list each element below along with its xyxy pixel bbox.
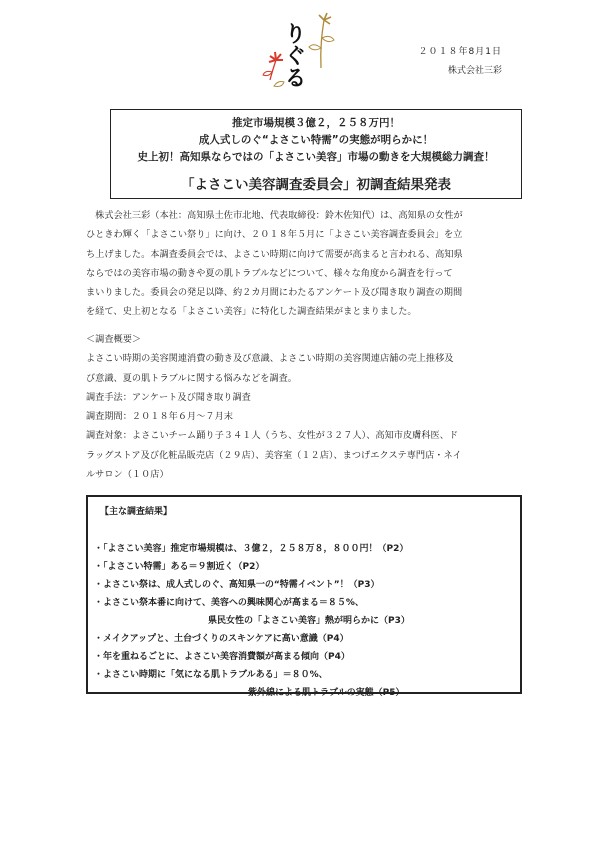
headline-announcement: 「よさこい美容調査委員会」初調査結果発表 [181,177,451,193]
result-item-continuation: 紫外線による肌トラブルの実態（P5） [248,688,405,698]
intro-line: ち上げました。本調査委員会では、よさこい時期に向けて需要が高まると言われる、高知県 [86,248,463,260]
overview-target: 調査対象：よさこいチーム踊り子３４１人（うち、女性が３２７人）、高知市皮膚科医、ド [86,430,459,442]
headline-market-size: 推定市場規模３億２，２５８万円！ [232,117,400,129]
headline-special-demand: 成人式しのぐ“よさこい特需”の実態が明らかに！ [198,134,434,146]
overview-period: 調査期間：２０１８年６月～７月末 [86,411,233,423]
intro-paragraph [86,206,520,322]
company-logo [248,8,358,98]
gold-flower-icon [309,13,334,68]
result-item-continuation: 県民女性の「よさこい美容」熱が明らかに（P3） [208,616,410,626]
intro-line: を経て、史上初となる「よさこい美容」に特化した調査結果がまとまりました。 [86,306,417,318]
key-results-box [86,495,522,698]
results-heading: 【主な調査結果】 [100,507,173,517]
overview-line: ラッグストア及び化粧品販売店（２９店）、美容室（１２店）、まつげエクステ専門店・ネイ [86,449,462,461]
result-item: ・年を重ねるごとに、よさこい美容消費額が高まる傾向（P4） [94,652,350,662]
result-item: ・よさこい祭本番に向けて、美容への興味関心が高まる＝８５%、 [94,598,364,608]
intro-line: ひときわ輝く「よさこい祭り」に向け、２０１８年５月に「よさこい美容調査委員会」を立 [86,229,463,241]
overview-method: 調査手法：アンケート及び聞き取り調査 [86,391,251,403]
intro-line: ならではの美容市場の動きや夏の肌トラブルなどについて、様々な角度から調査を行って [86,267,453,279]
overview-line: び意識、夏の肌トラブルに関する悩みなどを調査。 [86,372,297,384]
company-name: 株式会社三彩 [447,66,502,76]
intro-line: 株式会社三彩（本社：高知県土佐市北地、代表取締役：鈴木佐知代）は、高知県の女性が [86,210,463,221]
headline-survey: 史上初！高知県ならではの「よさこい美容」市場の動きを大規模総力調査！ [137,151,495,163]
result-item: ・メイクアップと、土台づくりのスキンケアに高い意識（P4） [94,634,349,644]
logo-text: りぐる [281,22,306,88]
overview-heading: ＜調査概要＞ [86,334,142,345]
headline-box [110,109,522,199]
release-date: ２０１８年8月1日 [418,47,502,57]
result-item: ・「よさこい特需」ある＝９割近く（P2） [94,562,265,572]
overview-line: ルサロン（１０店） [86,469,169,481]
survey-overview [86,330,520,484]
result-item: ・よさこい時期に「気になる肌トラブルある」＝８０%、 [94,670,328,680]
overview-line: よさこい時期の美容関連消費の動き及び意識、よさこい時期の美容関連店舗の売上推移及 [86,353,454,365]
intro-line: まいりました。委員会の発足以降、約２カ月間にわたるアンケート及び聞き取り調査の期間 [86,287,463,299]
result-item: ・よさこい祭は、成人式しのぐ、高知県一の“特需イベント”！（P3） [94,580,380,590]
result-item: ・「よさこい美容」推定市場規模は、３億２，２５８万８，８００円！（P2） [94,544,409,554]
